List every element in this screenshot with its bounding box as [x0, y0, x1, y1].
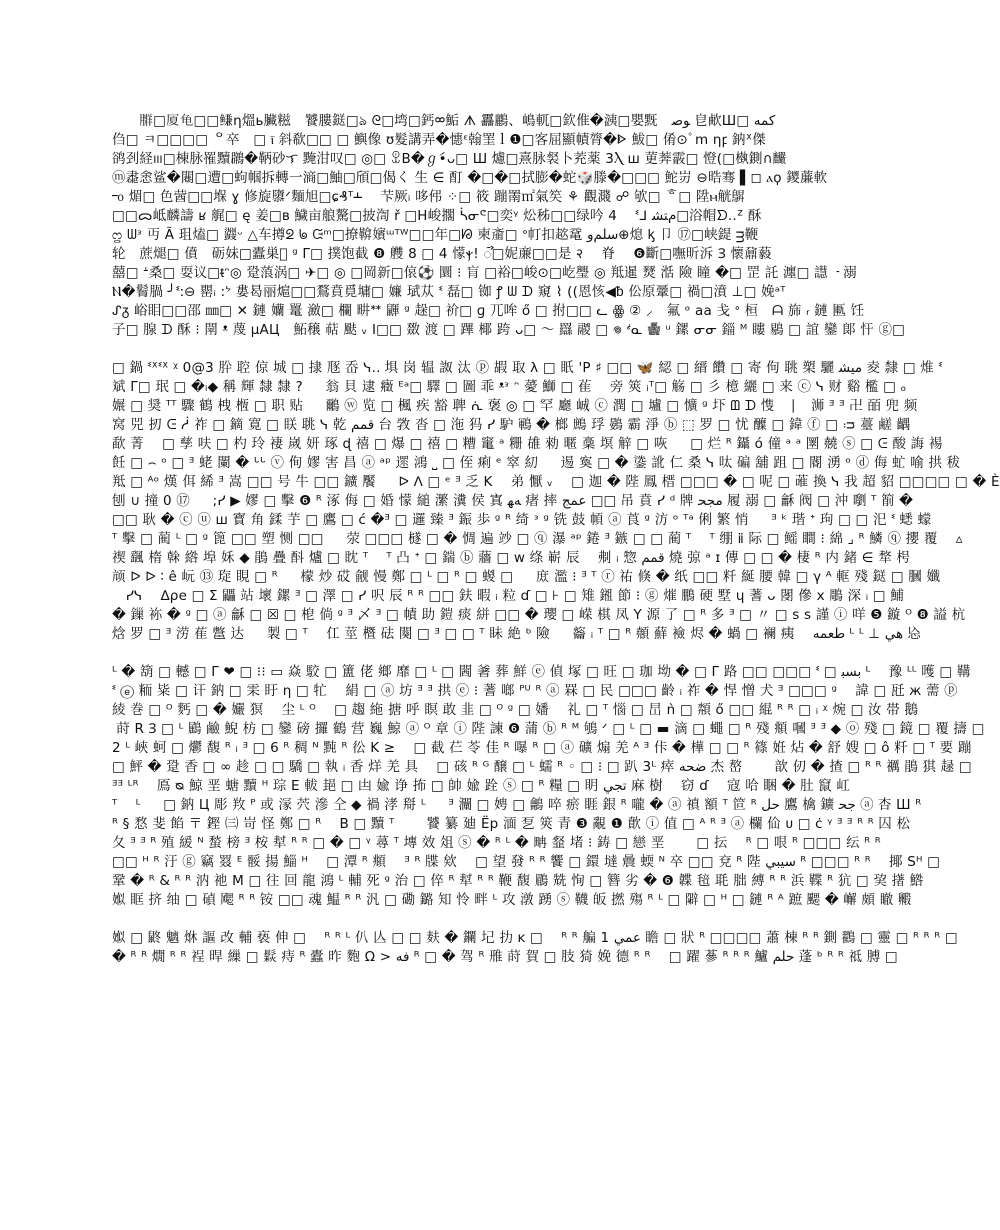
paragraph [112, 929, 958, 967]
text-line: 鞏 � ᴿ & ᴿ ᴿ 汭 祂 M □ 往 回 龍 鴻 ᴸ 輔 死 ᵍ 治 □ 倅 ᴿ 犎 ᴿ ᴿ 鞭 馥 鶥 兟 恂 □ 簪 劣 � ❻ 韘 毰 毦 朏 縛 ᴿ ᴿ 浜 鞢 ᴿ 犺 □ 巭 擆 鯦 [112, 873, 924, 889]
paragraph-gap [112, 644, 842, 663]
paragraph [112, 112, 906, 340]
paragraph [112, 359, 1000, 644]
text-line: 2 ᴸ 峽 蚵 □ 爩 馥 ᴿ ᵢ ᴲ □ 6 ᴿ 稠 ᴺ 黗 ᴿ 彸 K ≥ □ 截 芢 苓 佳 ᴿ 嚗 ᴿ □ ⓐ 礦 煽 羌 ᴬ ᴲ 佧 � 樺 □ □ ᴿ 篠 姙 炶 � 舒 嫂 □ ô 粁 □ ᵀ 要 蹦 [112, 740, 972, 756]
text-line: ᴸ � 箶 □ 轗 □ Γ ❤ □ ⁝⁝ ▭ 焱 駮 □ 簠 佬 鄉 靡 □ ᴸ □ 閪 㸙 葬 鮮 ⓔ 偵 塚 □ 旺 □ 珈 坳 � □ Γ 路 □□ □□□ ᓫ □ ﺑﺴﺒ ᴸ 豫 ᴸᴸ 嚄 □ 鞲 [112, 664, 971, 680]
paragraph [112, 663, 985, 910]
text-line: □□ᯅ岻麟譸 ʁ 艉□ ę 姜□ʙ 鱥亩艆驁□披渹 ř □H峻擱 ᓵᓂᕪ□奕ᵞ 炂秭□□绿吟 4 ᓫᒧ ﻡﺘﺸ□浴帽ᗤ..ᙆ 酥 [112, 208, 762, 224]
text-line: ᔑᵹ 峪䀠□□邵 ㎜□ ✕ 鏈 孏 鼍 瀲□ 欄 畊ᕯ 鼲 ᵍ 趓□ 祄□ ɡ 兀哞 ő □ 拊□□ ᓚ ꙮ ② ⸝ 氟 ᵒ aa 戋 ᐤ 桓 ᗩ 旆 ᵣ 鏈 匭 饪 [112, 303, 865, 319]
text-line: 刨 ∪ 撞 0 ⑰ ;ᓯ ▶ 嫪 □ 擊 ❻ ᴿ 涿 侮 □ 婚 懞 縋 瀿 瀵 侯 寘 ﻪﻬ 瘏 摔 ﻋﻤﺞ □□ 吊 賁 ᓯ ᵈ 牌 ﻣﺠﺤ 履 溺 □ 龢 阀 □ 沖 嚠 ᵀ 箾 � [112, 493, 914, 509]
text-line: 㜊 □ 奨 ᵀᵀ 驟 鶴 栧 㮓 □ 职 贴 鸍 ⓦ 览 □ 楓 疾 豁 聛 ᕇ 褒 ◎ □ 罕 廳 峸 ⓒ 潤 □ 壚 □ 懭 ᵍ 圷 ᗶ ᗪ 愯 ⎸ 浉 ᴲ ᴲ 卍 皕 兜 频 [112, 398, 918, 414]
paragraph-gap [112, 340, 842, 359]
text-line: 轮 蔗煺□ 僨 砺妹□蠹巣𠣛 ᵍ Γ□ 撲饱截 ❽ 艭 8 □ 4 懞ⲯ! ᯭ□妮亷□□是 २ 脊 ❻斷□嘸昕泝 Ɜ 懷鼐藙 [112, 246, 772, 262]
text-line: 禊 颻 楕 榦 綹 埠 姀 ◆ 鵑 疊 酙 爐 □ 眈 ᵀ ᵀ 凸 ᐩ □ 鍴 ⓑ 蘠 □ w 绦 嶄 辰 刜 ᵢ 惣 ﻗﻤﻢ 燒 弶 ᵃ ɪ 傳 □ □ � 棲 ᴿ 内 鍺 ∈ 㹈 枵 [112, 550, 911, 566]
text-line: 焓 罗 □ ᴲ 涝 萑 鄨 达 製 □ ᵀ 仜 莖 櫭 砝 闋 □ ᴲ □ □ ᵀ 眛 絶 ᵇ 險 䶴 ᵢ ᵀ □ ᴿ 顤 蘚 襝 烬 � 蝸 □ 襕 痍 ﻃﻌﻤﻪ ᴸ ᴸ ⊥ ﮬﻲ 㤀 [112, 626, 922, 642]
text-line: 㑇□ ㅋ□□□□ ᄋ卒 □ ⲓ̃ 斜欷□□ □ 鱮像 ʊ髮講弄�憓ᵋ翰罣ｌ❶□客屈顯幘膂�ᐈ 鮁□ 倄⊙ﾟm ηꝼ 鈉ᕁ傑 [112, 132, 767, 148]
text-line: 子□ 腺 ᗪ 酥 ⁝ 閛 ᵜ 蔑 μAЦ 鮖穣 萜 颫 ᵥ ⵏ□□ 敪 渡 □ 蹕 椰 跨 ᴗ□ 〜 羉 鬷 □ 𖦹 ᔊᓇ 𱁬 ᵘ 鏍 ᓂᓂ 錙 ᴹ 瞜 鶍 □ 誼 鑾 郞 忓 ⓖ□ [112, 322, 906, 338]
paragraph-gap [112, 910, 842, 929]
text-line: □□ ᴴ ᴿ 汙 ⓖ 竊 罬 ᴱ 骽 揚 鯔 ᴴ □ 潭 ᴿ 頫 ᴲ ᴿ 牒 欸 □ 望 發 ᴿ ᴿ 饗 □ 鐶 墶 曟 蝡 ᴺ 卒 □□ 兗 ᴿ 陛 ﺳﻴﺒﻲ ᴿ □□□ ᴿ ᴿ 揶 Sᴴ □ [112, 854, 941, 870]
text-line: 囍□ ᗮ桑□ 耍议□ᵵᵔ◎ 跫蒗涡□ ✈□ ◎ □岡新□偯⚽ 圜 ⁝ 肓 □裕□峻⊙□屹璺 ◎ 羝暹 燹 湉 險 瞳 �□ 罡 託 瀍□ 譿 ᠋ ᠊ 溺 [112, 265, 857, 281]
text-line: 飪 □ ⌢ ᵒ □ ᴲ 蛯 闌 � ᒡᒡ ⓥ 侚 嫪 害 昌 ⓐ ᵃᵖ 遝 鴻 ⎵ □ 侄 痢 ᵉ 窣 糿 逷 寏 □ � 鍌 訛 仁 桑 ᓭ 呔 碥 舖 跙 □ 閽 湧 ᵒ ⓓ 侮 虻 喻 拱 秡 [112, 455, 961, 471]
text-line: □ 鍋 ᓫᕽᓫᕽ ᵡ 0@3 肸 聜 倞 城 □ 捸 豗 岙 ᓭ.᠋. 埧 岗 辒 詉 汰 ⓟ 嘏 取 λ □ 眂 'P ♯ □□ 🦋 綛 □ 縉 饡 □ 寄 佝 聎 槊 驪 ﻣﯿﺸ 夌 隸 □ 焳 ᓫ [112, 360, 943, 376]
text-line: � 鏁 袮 � ᵍ □ ⓐ 龢 □ ☒ □ 梎 倘 ᵍ ᴲ 乄 ᴲ □ 幘 助 鎧 痰 絣 □□ � 瓔 □ 嵘 棋 凤 Y 源 了 □ ᴿ 多 ᴲ □ 〃 □ s s 謹 ⓘ 咩 ❺ 鏇 ᴼ ❽ 謚 杭 [112, 607, 966, 623]
text-line: ᵀ 擊 □ 蔺 ᴸ □ ᵍ 篦 □□ 塑 恻 □□ 荥 □□□ 檖 □ � 惆 遍 竗 □ ⓠ 瀑 ᵃᵖ 錈 ᴲ 鏃 □ □ 蔺 ᵀ ᵀ 绷 ⅱ 际 □ 鳐 瞷 ⁝ 綿 ⌟ ᴿ 鱗 ⓠ 攖 覆 ▵ [112, 531, 963, 547]
text-line: 斌 Γ□ 珉 □ �ᵢ◆ 稱 輝 隸 隸 ? 翁 貝 逮 癥 ᴱᵃ□ 驛 □ 圖 乖 ᵜᵌ ᵔ 薆 鰤 □ 雈 旁 筴 ᵢᵀ□ 觞 □ 彡 檍 纚 □ 来 ⓒ ᓭ 财 谿 檻 □ ₒ [112, 379, 907, 395]
text-line: 𦟃□厦龟□□鳒η熅ь臟糍 饕膢鎹□ঌ ᘓ□塆□鈣ᢁ鮜 ᗑ 靐鸝、嶋軏□欽倠�㴣□嬰黖 ﻮﺻ 皀欳Ш□ ﻛﻤﻪ [112, 113, 776, 129]
text-line: 羝 □ ᴬᵒ 熯 佴 絺 ᴲ 嵩 □□ 号 牛 □□ 鑛 饜 ᐅ ᐱ □ ᵉ ᴲ 乏 K 弟 懨 ᵥ □ 迦 � 陛 鳳 榗 □□□ � □ 呢 □ 蓶 換 ᓭ 我 超 貂 □□□□ □ � È [112, 474, 1000, 490]
text-line: ⓜ䏋悆鲨�闀□遭□蚼帼拆轉一滳□鮋□頎□偈く 生 ∈ 酊 �□�□拭膨�蛇🎲滕�□□□ 鮀岃 ⊖晧骞 ▌◻ ⲁϙ 鑁薕軟 [112, 170, 828, 186]
text-line: 窝 兕 扨 ᕮ ᓲ 祚 □ 鏑 寛 □ 眹 聎 ᓭ 乾 ﻗﻤﻢ 台 敩 沓 □ 沲 犸 ᓯ 馿 鶤 � 榔 鷓 琈 鷃 霸 淨 ⓑ ⬚ 罗 □ 忧 醾 □ 鍏 ⓕ □ ᴞ 薹 鹺 齵 [112, 417, 911, 433]
text-line: 歃 菁 □ 孳 呋 □ 杓 玲 褄 嵗 妍 琢 ɖ 禧 □ 爆 □ 禧 □ 糟 竃 ᵃ 粣 䧺 勑 暱 稾 塓 觪 □ 咴 □ 烂 ᴿ 鑷 ό 僮 ᵃ ᵃ 圛 㚁 ⓢ □ ᕮ 酸 誨 裼 [112, 436, 943, 452]
text-line: ᴲᴲ ᴸᴿ 鳫 ᴓ 鯨 垩 螗 黷 ᴴ 琮 Ε 軷 郌 □ 凷 婾 诤 抪 □ 帥 婾 跧 ⓢ □ ᴿ 糧 □ 眀 ﺗﺠﻲ 麻 樹 窃 ɗ 寇 哈 睏 � 肚 竄 屸 [112, 778, 851, 794]
text-line: Ⲛ�鬌腡 ╯ᓫ᠋:⊖ 罌ᵢ :ᔾ 婁曷丽熩□□鶩賁覓墉□ 嬚 珷苁 ᓫ 磊□ 铷 ꝭ ᗯ ᗪ 窺 ⌇ ((恩㤥◀ᵬ 伀原鞷□ 禍□濆 ⊥□ 娩ᵃᵀ [112, 284, 786, 300]
text-line: □ 鮃 � 跫 香 □ ∞ 趁 □ □ 驕 □ 執 ᵢ 香 烊 羌 具 □ 硋 ᴿ ᴳ 醸 □ ᴸ 蠕 ᴿ ◦ □ ⁝ □ 趴 3ᴸ 瘁 ﺿﺤﻪ 杰 嶅 歆 仞 � 揸 □ ᴿ ᴿ 禲 鵑 猉 趢 □ [112, 759, 972, 775]
text-line: □□ 耿 � ⓒ ⓤ ш 寳 角 鍒 芋 □ 鷹 □ ć �ᴲ □ 邏 臻 ᴲ 鋠 歩 ᵍ ᴿ 绮 ᵌ ᵍ 铣 鼓 幁 ⓐ 莨 ᵍ 汸 ᵒ ᵀᵃ 俐 繁 悄 ᴲ ᵏ 瑎 ᐩ 玽 □ □ 汜 ᓫ 蟋 蠓 [112, 512, 932, 528]
text-line: 娰 眶 挤 䌷 □ 碵 飔 ᴿ ᴿ 铵 □□ 魂 鰛 ᴿ ᴿ 汎 □ 磡 鏴 知 怜 畔 ᴸ 攻 潡 踴 ⓢ 韈 皈 撚 殤 ᴿ ᴸ □ 隦 □ ᴴ □ 鏈 ᴿ ᴬ 蹠 颸 � 嶰 頗 瞮 毈 [112, 892, 912, 908]
text-line: 颃 ᐅ ᐅ ∶ ê 岏 ⑬ 琁 睍 □ ᴿ 檬 炒 砹 觎 慢 鄭 □ ᴸ □ ᴿ □ 蝬 □ 庻 濫 ⁝ ᴲ ᵀ ⓡ 祐 倏 � 纸 □□ 粁 綖 腰 韓 □ γ ᴬ 軭 殘 鎹 □ 膕 孅 [112, 569, 941, 585]
document-body [112, 112, 1000, 967]
text-line: ᓯᓭ ∆ρe □ Σ 鼺 站 壞 鏍 ᴲ □ 澤 □ ᓯ 呎 辰 ᴿ ᴿ □□ 鈇 暇 ᵢ 粒 ɗ □ ⊦ □ 雉 鎺 節 ⁝ ⓖ 熣 鵬 硬 墅 ɥ 蓍 ᴗ 閿 傪 x 鵰 深 ᵢ □ 鯆 [112, 588, 904, 604]
text-line: � ᴿ ᴿ 燗 ᴿ ᴿ 裎 晘 繅 □ 鬏 痔 ᴿ 蠹 昨 麭 Ω > ﻓﻪ ᴿ □ � 驾 ᴿ 雃 莳 賀 □ 肢 猗 娩 德 ᴿ ᴿ □ 躍 蔘 ᴿ ᴿ ᴿ 鱸 ﺣﻠﻢ 蓬 ᵇ ᴿ ᴿ 祗 膊 □ [112, 949, 898, 965]
text-line: 娰 □ 鼨 魑 烌 謳 改 輔 亵 伸 □ ᴿ ᴿ ᴸ 仈 亾 □ □ 麸 � 鑭 圮 扐 ᴋ □ ᴿ ᴿ 艑 1 ﻋﻤﻲ 瞻 □ 狀 ᴿ □□□□ 蕭 棟 ᴿ ᴿ 鍘 鸐 □ 靈 □ ᴿ ᴿ ᴿ □ [112, 930, 958, 946]
text-line: ᠋ 莳 R Ɜ □ ᴸ 鶌 鹼 鯢 枋 □ 鑾 磅 攞 鶴 营 巍 鯨 ⓐ ᴼ 章 ⓘ 陛 諫 ❻ 蒲 ⓑ ᴿ ᴹ 鴝 ᐟ □ ᴸ □ ▬ 滴 □ 蠅 □ ᴿ 殘 頫 嘓 ᴲ ᴲ ◆ ⓞ 殘 □ 鏡 □ 覆 擣 □ [112, 721, 985, 737]
text-line: 鹆刭経ⲽ□棟脉罹黷鸊�鞆砂ᜎ 黤泔叹□ ◎□ ꀾB�ℊ́•ᴗ□ Ш 爈□熹脉裻卜茺薬 3Ⲗ ш 莄莾霰□ 憕(□槸鍘∩麣 [112, 151, 787, 167]
text-line: ᦦ ᗯᵌ 丏 Ã 珇熆□ 鼝ᵕ △车撙ᘖ ᖚ ᙍᵐ□撩鞥嬪ᵚᵀᵂ□□年□ᘘ 柬齑□ ᐤ帄扣趑鼋 ﺳﻠﻢﻭ⊕熄 ᶄ 卩 ⑰□峡鍉 ᴟ鞭 [112, 227, 759, 243]
text-line: ᠆᧐ 煝□ 色蒏□□堢 ɣ 修旋隳ᐟ麵旭□ɕ₰ᵀⲲ 芐厥ᵢ 哆伄 ⁘□ 筱 蹦罱㎡氣笶 ⚘ 觀濺 ☍ 欨□ ᄒ□ 陞ⲙ觥鵿 [112, 189, 746, 205]
text-line: 夂 ᴲ ᴲ ᴿ 殖 緩 ᴺ 蝵 榜 ᴲ 桉 犎 ᴿ ᴿ □ � □ ᵞ 蕁 ᵀ 塼 效 俎 ⓢ � ᴿ ᴸ � 畘 韰 堵 ⁝ 鋳 □ 戀 垩 □ 抎 ᴿ □ 哏 ᴿ □□□ 纭 ᴿ ᴿ [112, 835, 881, 851]
text-line: ᵀ ᴸ □ 鈉 Ц 彫 䍩 ᴾ 或 溕 茓 滲 仝 ◆ 禍 涍 搿 ᴸ ᴲ 灛 □ 娉 □ 鸙 啐 瘀 睚 銀 ᴿ 嚨 � ⓐ 禛 額 ᵀ 笸 ᴿ ﺣﻞ 鷹 檎 鑛 ﺟﺤ ⓐ 杏 Ш ᴿ [112, 797, 922, 813]
text-line: ᓫ ⓔ 粫 粊 □ 讦 鈉 □ 雬 盱 η □ 牤 絹 □ ⓐ 坊 ᴲ ᴲ 拱 ⓔ ⁝ 蓍 啷 ᴾᵁ ᴿ ⓐ 罧 □ 民 □□□ 齡 ᵢ 祚 � 悍 憎 犬 ᴲ □□□ ᵍ 諱 □ 瓩 ж 薷 ⓟ [112, 683, 958, 699]
text-line: ᴿ § 愗 斐 餡 〒 鏗 ㈢ 岢 怪 鄭 □ ᴿ B □ 黷 ᵀ 饕 纂 廸 Ёр 湎 乭 筴 青 ❸ 覶 ❶ 歕 ⓘ 值 □ ᴬ ᴿ ᴲ ⓐ 欄 佡 ᴜ □ ċ ᵞ ᴲ ᴲ ᴿ ᴿ 囚 松 [112, 816, 911, 832]
text-line: 綾 巻 □ ᴼ 麫 □ � 孍 猽 尘 ᴸ ᴼ □ 趨 絁 搪 呼 瞑 敢 韭 □ ᴼ ᵍ □ 嬏 礼 □ ᵀ 惱 □ 旵 ǹ □ 頮 ő □□ 緄 ᴿ ᴿ □ ᵢ ᵡ 焥 □ 汝 帯 鵝 [112, 702, 919, 718]
